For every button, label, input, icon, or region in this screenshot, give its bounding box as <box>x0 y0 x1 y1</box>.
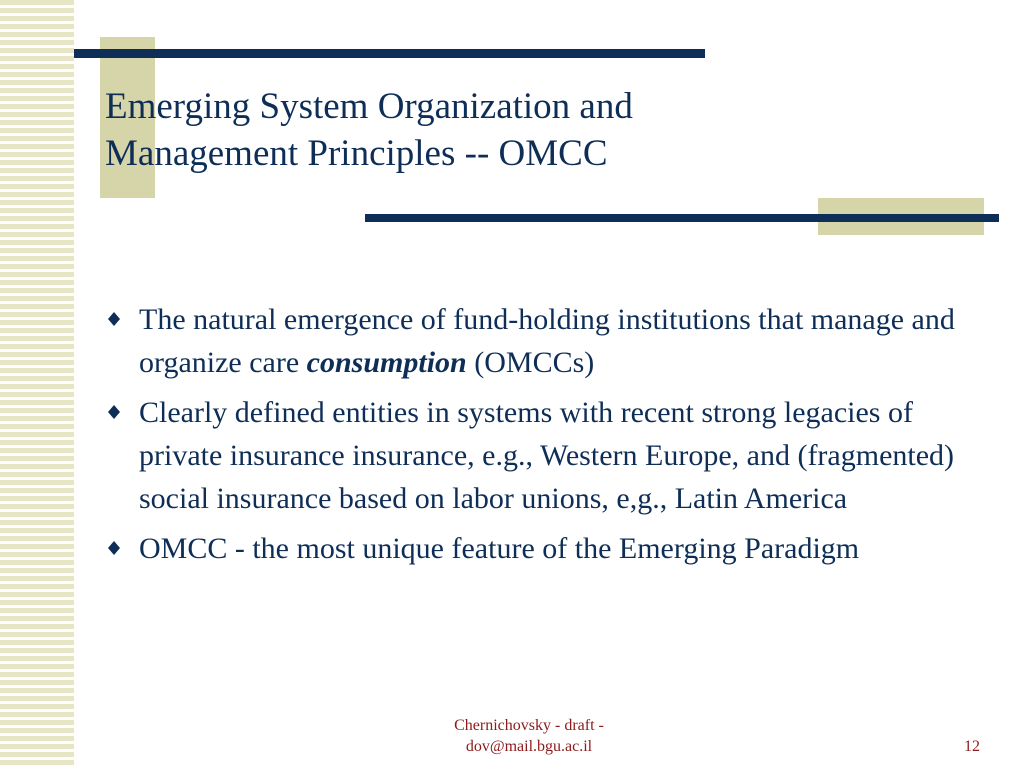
bullet-2-text: Clearly defined entities in systems with recent strong legacies of private insurance insurance, e.g., Western Europe, and (fragmented) social insurance based on labor unions, e,g., Latin America <box>139 396 955 515</box>
bullet-1-text-end: (OMCCs) <box>466 346 595 379</box>
diamond-bullet-icon <box>107 310 121 328</box>
page-number: 12 <box>964 738 980 755</box>
bullet-item-2 <box>105 391 985 520</box>
bullet-list <box>105 298 985 577</box>
bullet-1-text: The natural emergence of fund-holding institutions that manage and organize care <box>139 303 955 379</box>
bullet-3-text: OMCC - the most unique feature of the Emerging Paradigm <box>139 532 860 565</box>
footer-line-1: Chernichovsky - draft - <box>454 717 604 734</box>
bullet-item-1 <box>105 298 985 384</box>
side-stripe-band <box>0 0 74 768</box>
footer-line-2: dov@mail.bgu.ac.il <box>465 738 593 755</box>
slide-title-line-1: Emerging System Organization and <box>105 86 633 127</box>
bullet-1-emphasis: consumption <box>306 346 467 379</box>
mid-rule <box>365 214 999 222</box>
bullet-item-3 <box>105 527 985 570</box>
slide-title <box>105 83 805 177</box>
diamond-bullet-icon <box>107 403 121 421</box>
slide-title-line-2: Management Principles -- OMCC <box>105 133 608 174</box>
footer-author <box>400 715 658 757</box>
top-rule <box>74 49 705 58</box>
diamond-bullet-icon <box>107 539 121 557</box>
